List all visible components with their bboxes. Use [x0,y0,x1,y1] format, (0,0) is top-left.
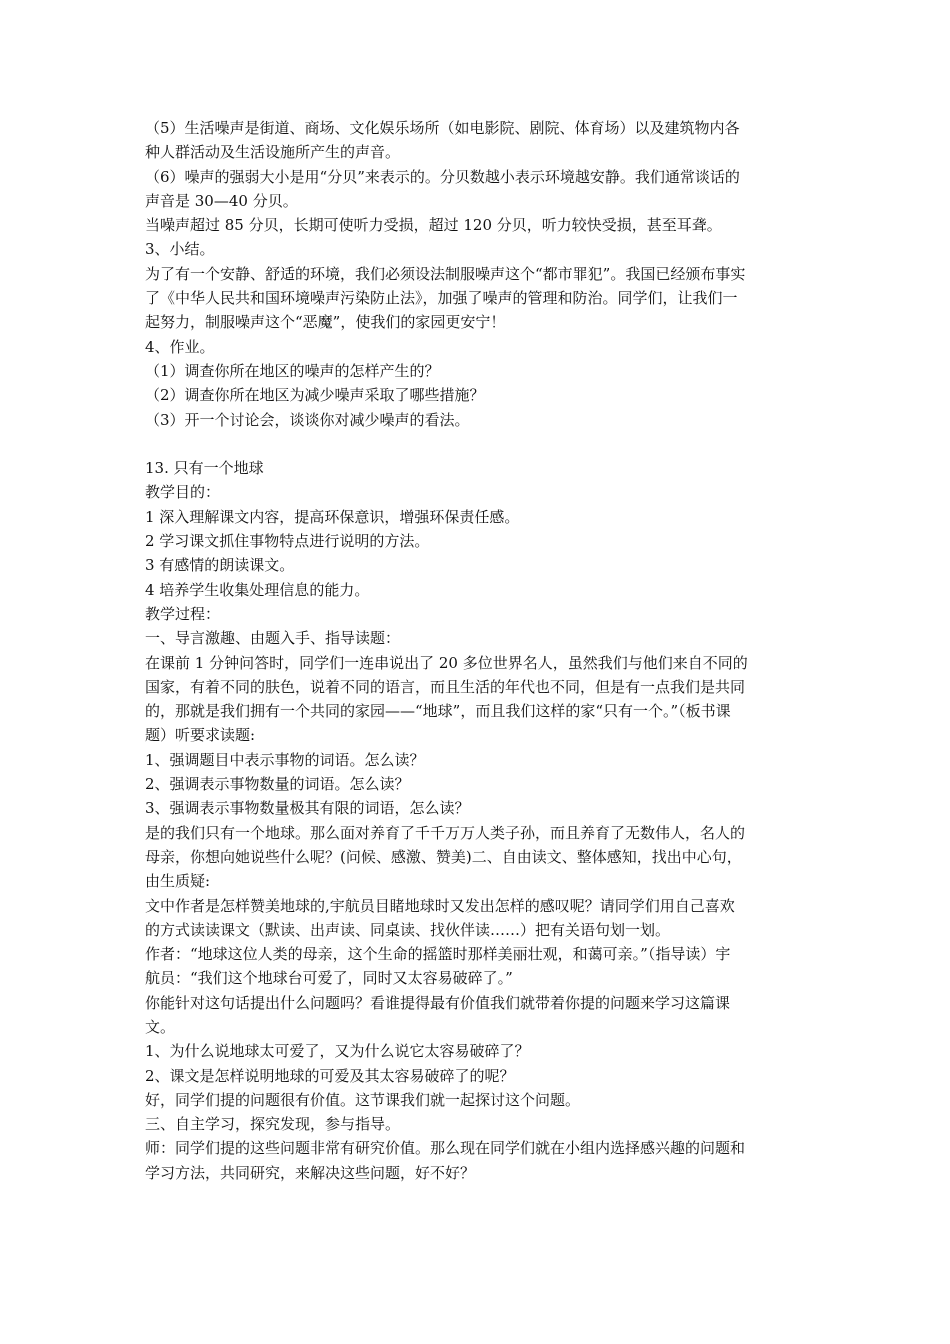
text-line: 你能针对这句话提出什么问题吗？看谁提得最有价值我们就带着你提的问题来学习这篇课 [145,993,731,1012]
text-line: 3 有感情的朗读课文。 [145,556,295,575]
text-line: 种人群活动及生活设施所产生的声音。 [145,143,401,162]
text-line: （3）开一个讨论会，谈谈你对减少噪声的看法。 [145,410,470,429]
text-line: 了《中华人民共和国环境噪声污染防止法》，加强了噪声的管理和防治。同学们，让我们一 [145,289,738,308]
text-line: （5）生活噪声是街道、商场、文化娱乐场所（如电影院、剧院、体育场）以及建筑物内各 [145,119,740,137]
text-line: 学习方法，共同研究，来解决这些问题，好不好？ [145,1163,476,1182]
text-line: 国家，有着不同的肤色，说着不同的语言，而且生活的年代也不同，但是有一点我们是共同 [145,677,746,696]
text-line: 教学过程： [145,604,221,623]
text-line: 一、导言激趣、由题入手、指导读题： [145,629,401,648]
text-line: 2、强调表示事物数量的词语。怎么读？ [145,775,410,794]
text-line: 2、课文是怎样说明地球的可爱及其太容易破碎了的呢？ [145,1066,515,1085]
text-line: （1）调查你所在地区的噪声的怎样产生的？ [145,361,440,380]
text-line: （6）噪声的强弱大小是用“分贝”来表示的。分贝数越小表示环境越安静。我们通常谈话的 [145,167,740,186]
text-line: 声音是 30—40 分贝。 [145,191,298,210]
blank-line [145,432,810,456]
text-line: 3、小结。 [145,240,215,259]
text-line: 1、为什么说地球太可爱了，又为什么说它太容易破碎了？ [145,1042,530,1061]
text-line: 题）听要求读题: [145,726,256,745]
text-line: 是的我们只有一个地球。那么面对养育了千千万万人类子孙，而且养育了无数伟人，名人的 [145,823,746,842]
text-line: 文。 [145,1017,176,1036]
text-line: 教学目的： [145,483,221,502]
text-line: 1、强调题目中表示事物的词语。怎么读？ [145,750,425,769]
text-line: 母亲，你想向她说些什么呢？(问候、感激、赞美)二、自由读文、整体感知，找出中心句， [145,847,742,866]
text-line: 起努力，制服噪声这个“恶魔”，使我们的家园更安宁！ [145,313,506,332]
text-line: 师：同学们提的这些问题非常有研究价值。那么现在同学们就在小组内选择感兴趣的问题和 [145,1139,746,1158]
text-line: 为了有一个安静、舒适的环境，我们必须设法制服噪声这个“都市罪犯”。我国已经颁布事实 [145,264,746,283]
text-line: 13. 只有一个地球 [145,459,264,478]
text-line: 的，那就是我们拥有一个共同的家园——“地球”，而且我们这样的家“只有一个。”（板书课 [145,702,731,721]
document-page [145,116,810,1185]
text-line: 2 学习课文抓住事物特点进行说明的方法。 [145,532,430,551]
text-line: 文中作者是怎样赞美地球的,宇航员目睹地球时又发出怎样的感叹呢？请同学们用自己喜欢 [145,896,735,915]
text-line: （2）调查你所在地区为减少噪声采取了哪些措施？ [145,386,485,405]
text-line: 1 深入理解课文内容，提高环保意识，增强环保责任感。 [145,507,520,526]
text-line: 好，同学们提的问题很有价值。这节课我们就一起探讨这个问题。 [145,1090,581,1109]
text-line: 作者：“地球这位人类的母亲，这个生命的摇篮时那样美丽壮观，和蔼可亲。”（指导读）宇 [145,945,731,964]
text-line: 三、自主学习，探究发现，参与指导。 [145,1115,401,1134]
text-line: 由生质疑: [145,872,211,891]
text-line: 4、作业。 [145,337,215,356]
text-line: 的方式读读课文（默读、出声读、同桌读、找伙伴读……）把有关语句划一划。 [145,920,671,939]
text-line: 4 培养学生收集处理信息的能力。 [145,580,370,599]
text-line: 3、强调表示事物数量极其有限的词语，怎么读？ [145,799,470,818]
text-line: 在课前 1 分钟问答时，同学们一连串说出了 20 多位世界名人，虽然我们与他们来自不同的 [145,653,748,672]
text-line: 航员：“我们这个地球台可爱了，同时又太容易破碎了。” [145,969,513,988]
text-line: 当噪声超过 85 分贝，长期可使听力受损，超过 120 分贝，听力较快受损，甚至耳聋。 [145,216,722,235]
